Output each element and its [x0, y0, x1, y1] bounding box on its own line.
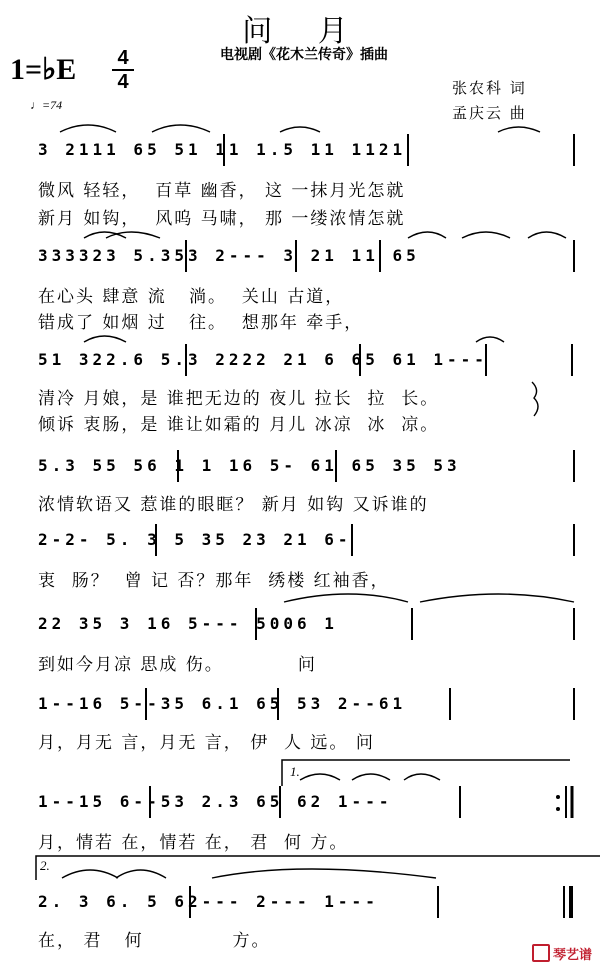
song-title: 问 月 [242, 14, 366, 49]
notation-row-5: 2-2- 5. 3 5 35 23 21 6- [38, 530, 352, 549]
time-bottom: 4 [117, 71, 129, 93]
lyric-row-1-verse-2: 新月 如钩， 风呜 马啸， 那 一缕浓情怎就 [38, 209, 406, 229]
lyric-row-2-verse-2: 错成了 如烟 过 往。 想那年 牵手， [38, 313, 364, 333]
lyric-row-3-verse-2: 倾诉 衷肠，是 谁让如霜的 月儿 冰凉 冰 凉。 [38, 415, 440, 435]
notation-row-1: 3 2111 65 51 11 1.5 11 1121 [38, 140, 407, 159]
lyric-row-8: 月，情若 在，情若 在， 君 何 方。 [38, 833, 349, 853]
notation-row-7: 1--16 5--35 6.1 65 53 2--61 [38, 694, 407, 713]
volta-second-label: 2. [40, 858, 50, 873]
notation-row-9: 2. 3 6. 5 62--- 2--- 1--- [38, 892, 379, 911]
lyric-row-6: 到如今月凉 思成 伤。 问 [38, 655, 317, 675]
lyricist-credit: 张农科 词 [452, 79, 527, 97]
time-top: 4 [117, 47, 129, 69]
notation-row-2: 333323 5.353 2--- 3 21 11 65 [38, 246, 420, 265]
notation-row-3: 51 322.6 5.3 2222 21 6 65 61 1--- [38, 350, 488, 369]
lyric-row-1-verse-1: 微风 轻轻， 百草 幽香， 这 一抹月光怎就 [38, 181, 406, 201]
song-subtitle: 电视剧《花木兰传奇》插曲 [220, 47, 388, 63]
lyric-row-9: 在， 君 何 方。 [38, 931, 271, 951]
notation-row-6: 22 35 3 16 5--- 5006 1 [38, 614, 338, 633]
watermark-logo: 琴艺谱 [532, 944, 592, 963]
lyric-row-2-verse-1: 在心头 肆意 流 淌。 关山 古道， [38, 287, 345, 307]
logo-icon [532, 944, 550, 962]
key-signature: 1=♭E [10, 53, 77, 86]
lyric-row-7: 月，月无 言，月无 言， 伊 人 远。 问 [38, 733, 375, 753]
tempo-marking: ♩=74 [30, 98, 63, 112]
notation-row-4: 5.3 55 56 1 1 16 5- 61 65 35 53 [38, 456, 461, 475]
composer-credit: 孟庆云 曲 [452, 104, 527, 122]
lyric-row-4: 浓情软语又 惹谁的眼眶？ 新月 如钩 又诉谁的 [38, 495, 429, 515]
lyric-row-3-verse-1: 清冷 月娘，是 谁把无边的 夜儿 拉长 拉 长。 [38, 389, 440, 409]
lyric-row-5: 衷 肠？ 曾 记 否？那年 绣楼 红袖香， [38, 571, 390, 591]
notation-row-8: 1--15 6--53 2.3 65 62 1--- [38, 792, 393, 811]
volta-first-label: 1. [290, 764, 300, 779]
